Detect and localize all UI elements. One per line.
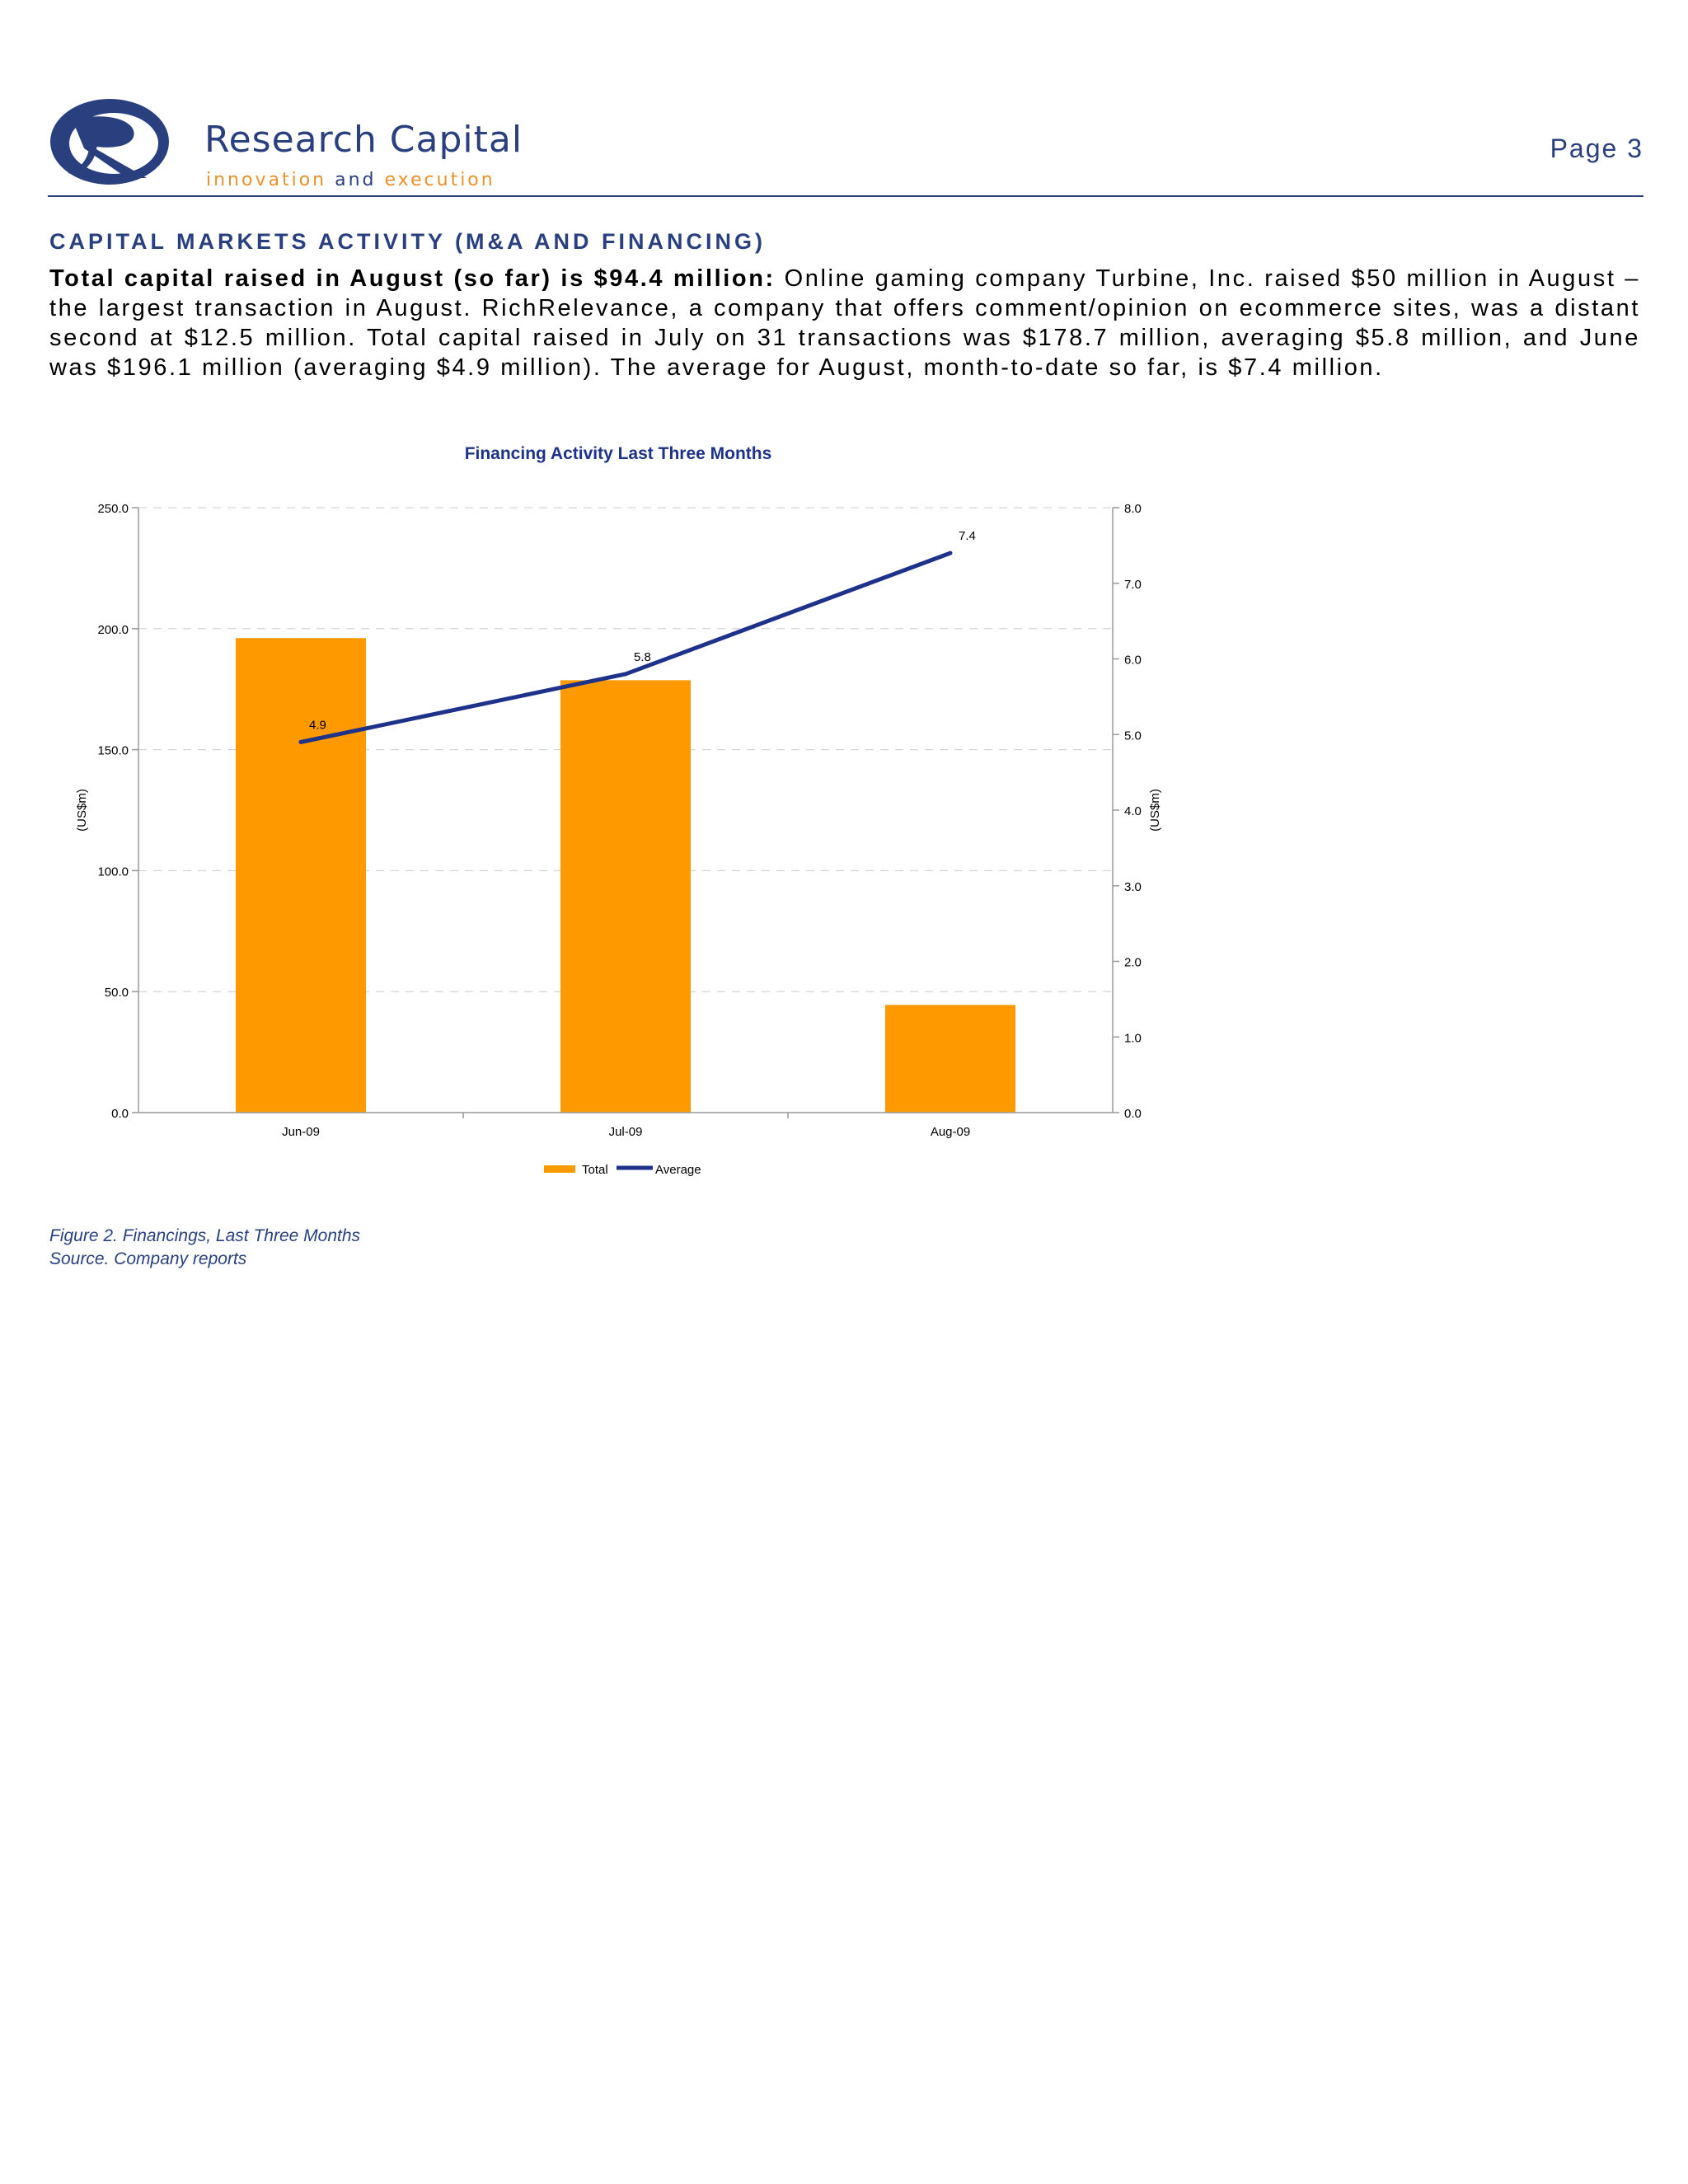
average-data-label: 4.9 [309,718,326,733]
y2-tick-label: 6.0 [1124,653,1142,668]
chart-title: Financing Activity Last Three Months [464,444,772,463]
y2-tick-label: 7.0 [1124,577,1142,592]
page-number: Page 3 [1550,134,1643,163]
y-tick-label: 200.0 [97,622,129,637]
figure-caption [49,1225,360,1271]
y-tick-label: 0.0 [111,1107,129,1121]
lead-sentence: Total capital raised in August (so far) is $94.4 million: [49,265,776,292]
y2-tick-label: 1.0 [1124,1031,1142,1046]
y2-tick-label: 2.0 [1124,955,1142,970]
y2-tick-label: 0.0 [1124,1107,1142,1121]
average-point [949,551,953,555]
y-axis-title: (US$m) [75,789,89,832]
average-point [624,672,628,676]
average-data-label: 7.4 [959,529,976,544]
x-tick-label: Jun-09 [282,1125,320,1139]
body-sentences: Online gaming company Turbine, Inc. raised $50 million in August – the largest transaction in August. RichRelevance, a company that offers comment/opinion on ecommerce sites, was a distant second at $12.5 million. Total capital raised in July on 31 transactions was $178.7 million, averaging $5.8 million, and June was $196.1 million (averaging $4.9 million). The average for August, month-to-date so far, is $7.4 million. [49,265,1640,381]
x-tick-label: Jul-09 [608,1125,643,1139]
y-tick-label: 250.0 [97,502,129,516]
bar-Jul-09 [560,680,691,1113]
y-tick-label: 100.0 [97,865,129,879]
bar-Aug-09 [885,1005,1015,1113]
legend-label-total: Total [582,1163,608,1177]
caption-title: Figure 2. Financings, Last Three Months [49,1226,361,1245]
chart-bars [236,638,1015,1113]
y2-tick-label: 3.0 [1124,879,1142,894]
legend-label-average: Average [655,1163,701,1177]
y2-tick-label: 4.0 [1124,804,1142,818]
section-title: CAPITAL MARKETS ACTIVITY (M&A AND FINANCING) [49,229,766,254]
average-point [299,740,303,744]
caption-source: Source. Company reports [49,1249,247,1268]
y2-tick-label: 5.0 [1124,729,1142,743]
legend-swatch-total [544,1165,575,1173]
y-tick-label: 150.0 [97,743,129,758]
bar-Jun-09 [236,638,366,1113]
brand-name: Research Capital [204,119,523,161]
tagline-part-3: execution [384,170,495,190]
y2-axis-title: (US$m) [1148,789,1162,832]
x-tick-label: Aug-09 [930,1125,971,1139]
average-data-label: 5.8 [634,649,651,664]
tagline-part-1: innovation [206,170,327,190]
y2-tick-label: 8.0 [1124,502,1142,516]
tagline-part-2: and [335,170,377,190]
y-tick-label: 50.0 [104,986,129,1001]
